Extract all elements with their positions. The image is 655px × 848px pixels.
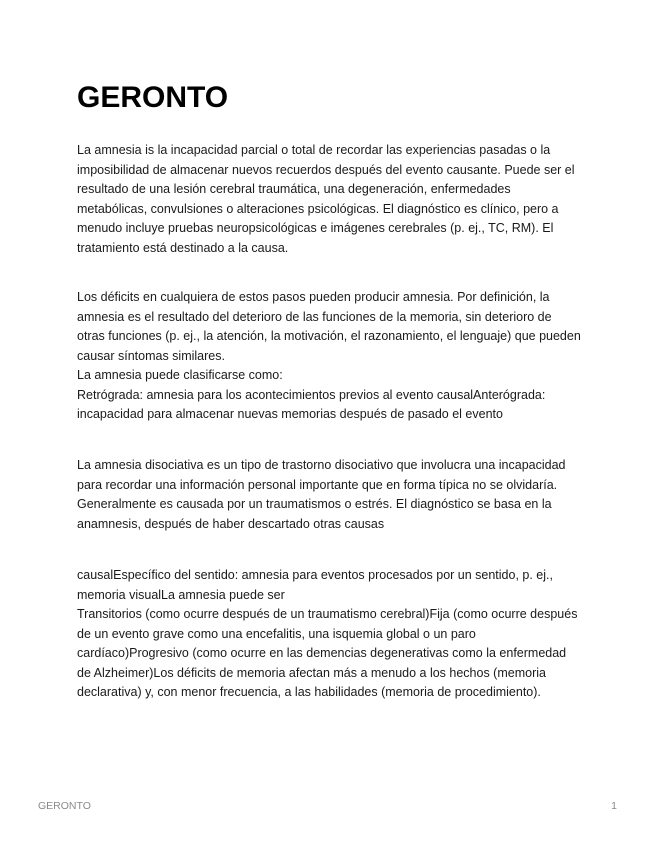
paragraph-line: Transitorios (como ocurre después de un traumatismo cerebral)Fija (como ocurre después de un evento grave como una encefalitis, una isquemia global o un paro cardíaco)Progresivo (como ocurre en las demencias degenerativas como la enfermedad de Alzheimer)Los déficits de memoria afectan más a menudo a los hechos (memoria declarativa) y, con menor frecuencia, a las habilidades (memoria de procedimiento). (77, 607, 578, 699)
footer-page-number: 1 (611, 800, 617, 812)
paragraph-line: La amnesia disociativa es un tipo de trastorno disociativo que involucra una incapacidad para recordar una información personal importante que en forma típica no se olvidaría. Generalmente es causada por un traumatismos o estrés. El diagnóstico se basa en la anamnesis, después de haber descartado otras causas (77, 458, 566, 531)
paragraph-amnesia-definition (77, 141, 581, 258)
paragraph-dissociative-amnesia (77, 456, 581, 534)
paragraph-line: Los déficits en cualquiera de estos pasos pueden producir amnesia. Por definición, la amnesia es el resultado del deterioro de las funciones de la memoria, sin deterioro de otras funciones (p. ej., la atención, la motivación, el razonamiento, el lenguaje) que pueden causar síntomas similares. (77, 290, 581, 363)
paragraph-amnesia-types (77, 566, 581, 703)
paragraph-line: La amnesia puede clasificarse como: (77, 368, 283, 382)
paragraph-memory-deficits (77, 288, 581, 425)
document-title: GERONTO (77, 81, 229, 114)
footer-document-name: GERONTO (38, 800, 91, 812)
paragraph-line: causalEspecífico del sentido: amnesia para eventos procesados por un sentido, p. ej., memoria visualLa amnesia puede ser (77, 568, 553, 602)
paragraph-line: La amnesia is la incapacidad parcial o total de recordar las experiencias pasadas o la imposibilidad de almacenar nuevos recuerdos después del evento causante. Puede ser el resultado de una lesión cerebral traumática, una degeneración, enfermedades metabólicas, convulsiones o alteraciones psicológicas. El diagnóstico es clínico, pero a menudo incluye pruebas neuropsicológicas e imágenes cerebrales (p. ej., TC, RM). El tratamiento está destinado a la causa. (77, 143, 575, 255)
paragraph-line: Retrógrada: amnesia para los acontecimientos previos al evento causalAnterógrada: incapacidad para almacenar nuevas memorias después de pasado el evento (77, 387, 546, 421)
